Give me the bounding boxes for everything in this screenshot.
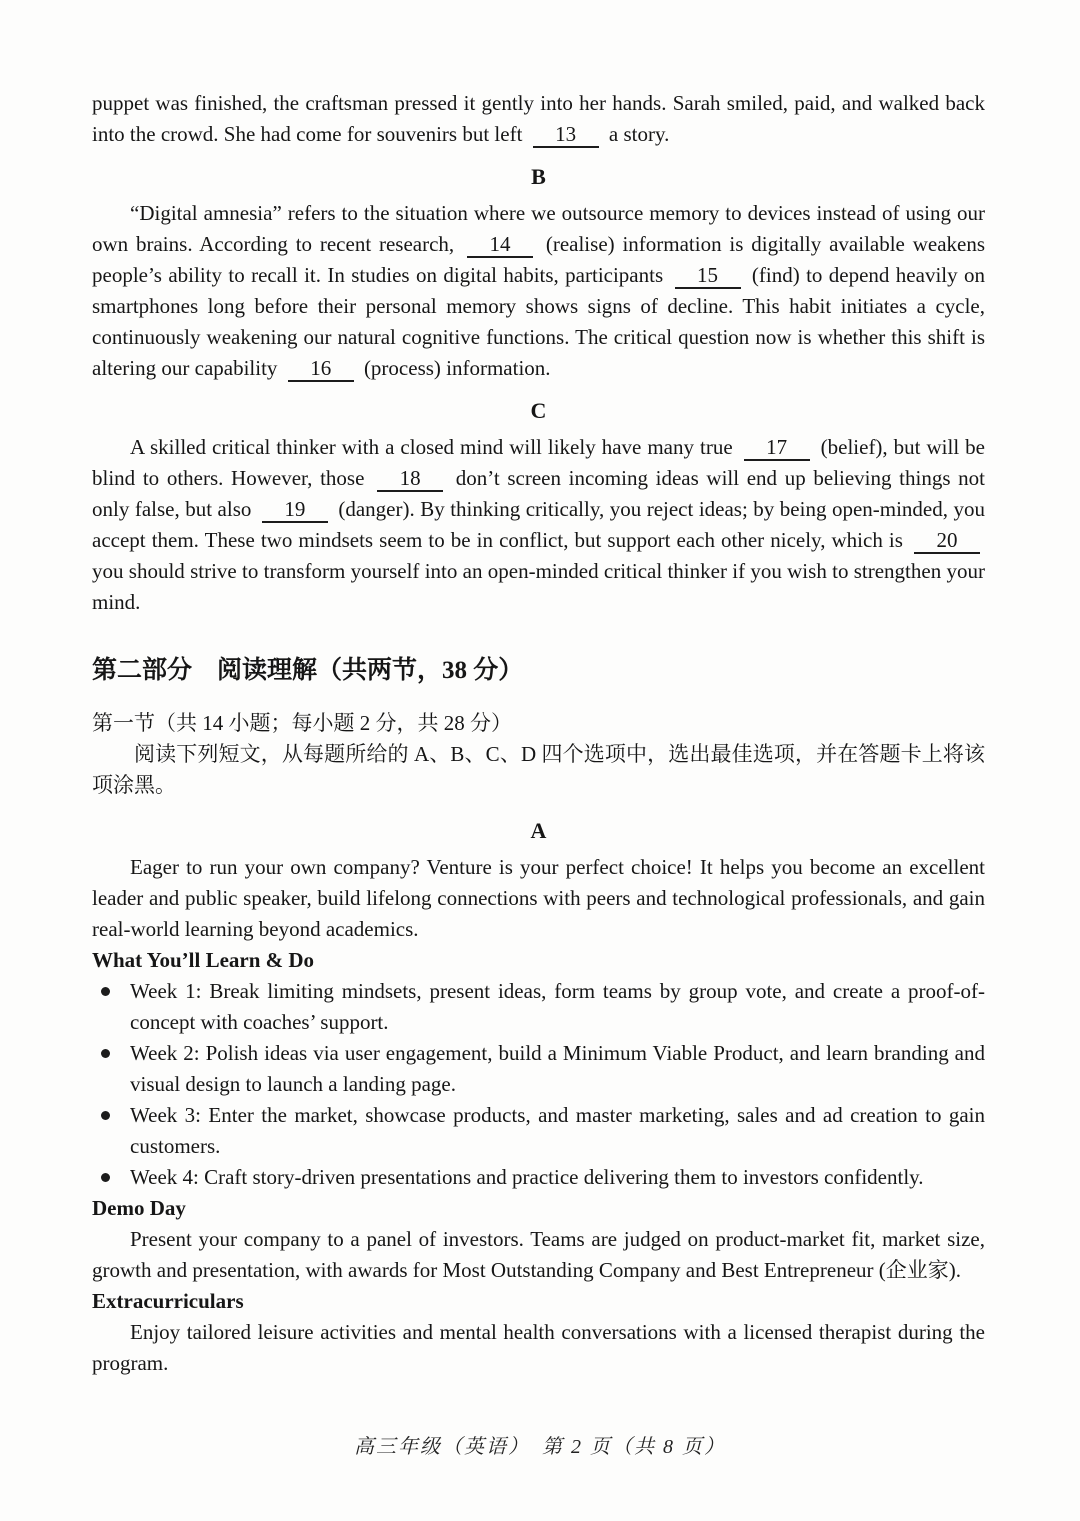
page-content [92, 88, 985, 1379]
cloze-blank-18: 18 [377, 466, 443, 492]
cloze-paragraph-b [92, 198, 985, 384]
text-run: a story. [603, 122, 670, 146]
bullet-icon [101, 1049, 110, 1058]
text-run: puppet was finished, the craftsman pressed it gently into her hands. Sarah smiled, paid, and walked back into the crowd. She had come for souvenirs but left [92, 91, 985, 146]
text-run: “Digital amnesia” refers to the situation where we outsource memory to devices instead of using our own brains. According to recent research, [92, 201, 985, 256]
bullet-text: Week 2: Polish ideas via user engagement, build a Minimum Viable Product, and learn branding and visual design to launch a landing page. [130, 1041, 985, 1096]
text-run: (realise) information is digitally available weakens people’s ability to recall it. In studies on digital habits, participants [92, 232, 986, 287]
text-run: A skilled critical thinker with a closed mind will likely have many true [130, 435, 739, 459]
list-item [92, 1100, 985, 1162]
cloze-blank-14: 14 [467, 232, 533, 258]
cloze-blank-20: 20 [914, 528, 980, 554]
list-item [92, 1162, 985, 1193]
part2-section1-title: 第一节（共 14 小题；每小题 2 分，共 28 分） [92, 711, 512, 735]
cloze-blank-15: 15 [675, 263, 741, 289]
text-run: you should strive to transform yourself into an open-minded critical thinker if you wish to strengthen your mind. [92, 559, 985, 614]
part2-instructions: 阅读下列短文，从每题所给的 A、B、C、D 四个选项中，选出最佳选项，并在答题卡上将该项涂黑。 [92, 742, 985, 797]
text-run: (danger). By thinking critically, you reject ideas; by being open-minded, you accept them. These two mindsets seem to be in conflict, but support each other nicely, which is [92, 497, 985, 552]
text-run: (process) information. [358, 356, 551, 380]
passage-a-intro: Eager to run your own company? Venture is your perfect choice! It helps you become an excellent leader and public speaker, build lifelong connections with peers and technological professionals, and gain real-world learning beyond academics. [92, 855, 985, 941]
bullet-text: Week 1: Break limiting mindsets, present ideas, form teams by group vote, and create a proof-of-concept with coaches’ support. [130, 979, 985, 1034]
text-run: (find) to depend heavily on smartphones long before their personal memory shows signs of decline. This habit initiates a cycle, continuously weakening our natural cognitive functions. The critical question now is whether this shift is altering our capability [92, 263, 985, 380]
cloze-blank-17: 17 [744, 435, 810, 461]
bullet-text: Week 3: Enter the market, showcase products, and master marketing, sales and ad creation to gain customers. [130, 1103, 985, 1158]
cloze-blank-19: 19 [262, 497, 328, 523]
bullet-icon [101, 1111, 110, 1120]
cloze-section-b-heading: B [531, 164, 546, 189]
passage-a-demo-day-heading: Demo Day [92, 1196, 186, 1220]
bullet-icon [101, 1173, 110, 1182]
page-footer: 高三年级（英语） 第 2 页（共 8 页） [354, 1436, 726, 1458]
cloze-section-c-heading: C [530, 398, 547, 423]
list-item [92, 976, 985, 1038]
passage-a-bullet-list [92, 976, 985, 1193]
bullet-icon [101, 987, 110, 996]
cloze-continuation-paragraph [92, 88, 985, 150]
reading-passage-a-heading: A [530, 818, 547, 843]
cloze-blank-16: 16 [288, 356, 354, 382]
text-run: don’t screen incoming ideas will end up believing things not only false, but also [92, 466, 986, 521]
part2-title: 第二部分 阅读理解（共两节，38 分） [92, 657, 524, 684]
cloze-paragraph-c [92, 432, 985, 618]
passage-a-learn-heading: What You’ll Learn & Do [92, 948, 315, 972]
passage-a-extracurriculars-text: Enjoy tailored leisure activities and mental health conversations with a licensed therapist during the program. [92, 1320, 985, 1375]
passage-a-extracurriculars-heading: Extracurriculars [92, 1289, 244, 1313]
cloze-blank-13: 13 [533, 122, 599, 148]
passage-a-demo-day-text: Present your company to a panel of investors. Teams are judged on product-market fit, market size, growth and presentation, with awards for Most Outstanding Company and Best Entrepreneur (企业家). [92, 1227, 985, 1282]
bullet-text: Week 4: Craft story-driven presentations and practice delivering them to investors confidently. [130, 1165, 924, 1189]
list-item [92, 1038, 985, 1100]
text-run: (belief), but will be blind to others. However, those [92, 435, 985, 490]
